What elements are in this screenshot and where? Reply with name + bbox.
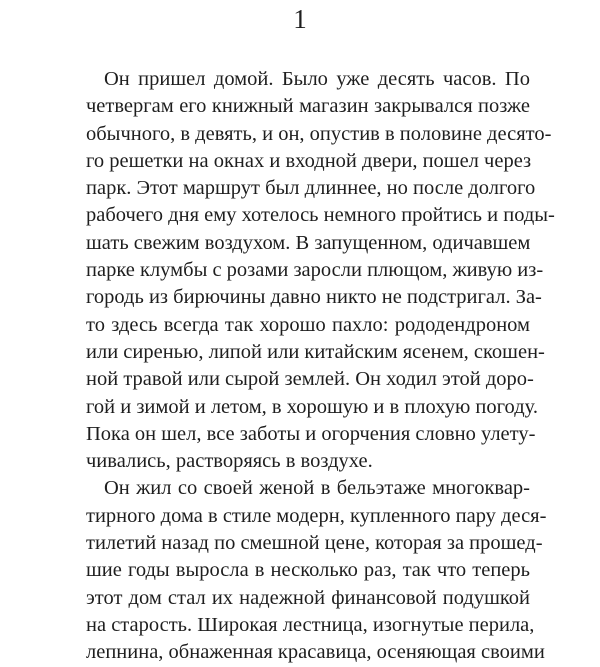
- body-text: [86, 66, 555, 667]
- text-line: шие годы выросла в несколько раз, так что теперь: [86, 559, 530, 582]
- text-line: ной травой или сырой землей. Он ходил этой доро-: [86, 368, 534, 391]
- text-line: или сиренью, липой или китайским ясенем, скошен-: [86, 340, 545, 363]
- text-line: шать свежим воздухом. В запущенном, одичавшем: [86, 231, 531, 254]
- text-line: Он пришел домой. Было уже десять часов. По: [104, 68, 530, 90]
- text-line: чивались, растворяясь в воздухе.: [86, 450, 373, 473]
- text-line: этот дом стал их надежной финансовой подушкой: [86, 586, 530, 609]
- text-line: рабочего дня ему хотелось немного пройтись и поды-: [86, 204, 555, 227]
- text-line: четвергам его книжный магазин закрывался позже: [86, 95, 530, 118]
- text-line: Он жил со своей женой в бельэтаже многоквар-: [104, 477, 530, 500]
- text-line: на старость. Широкая лестница, изогнутые перила,: [86, 613, 535, 636]
- text-line: городь из бирючины давно никто не подстригал. За-: [86, 286, 542, 309]
- text-line: парк. Этот маршрут был длиннее, но после долгого: [86, 177, 536, 200]
- text-line: обычного, в девять, и он, опустив в половине десято-: [86, 122, 552, 145]
- text-line: тилетий назад по смешной цене, которая за прошед-: [86, 532, 543, 555]
- text-line: гой и зимой и летом, в хорошую и в плохую погоду.: [86, 395, 538, 418]
- text-line: то здесь всегда так хорошо пахло: рододендроном: [86, 313, 530, 336]
- text-line: лепнина, обнаженная красавица, осеняющая своими: [86, 641, 545, 664]
- text-line: парке клумбы с розами заросли плющом, живую из-: [86, 259, 544, 282]
- text-line: Пока он шел, все заботы и огорчения словно улету-: [86, 422, 536, 445]
- text-line: тирного дома в стиле модерн, купленного пару деся-: [86, 504, 547, 527]
- text-line: го решетки на окнах и входной двери, пошел через: [86, 149, 532, 172]
- chapter-number: 1: [293, 4, 307, 34]
